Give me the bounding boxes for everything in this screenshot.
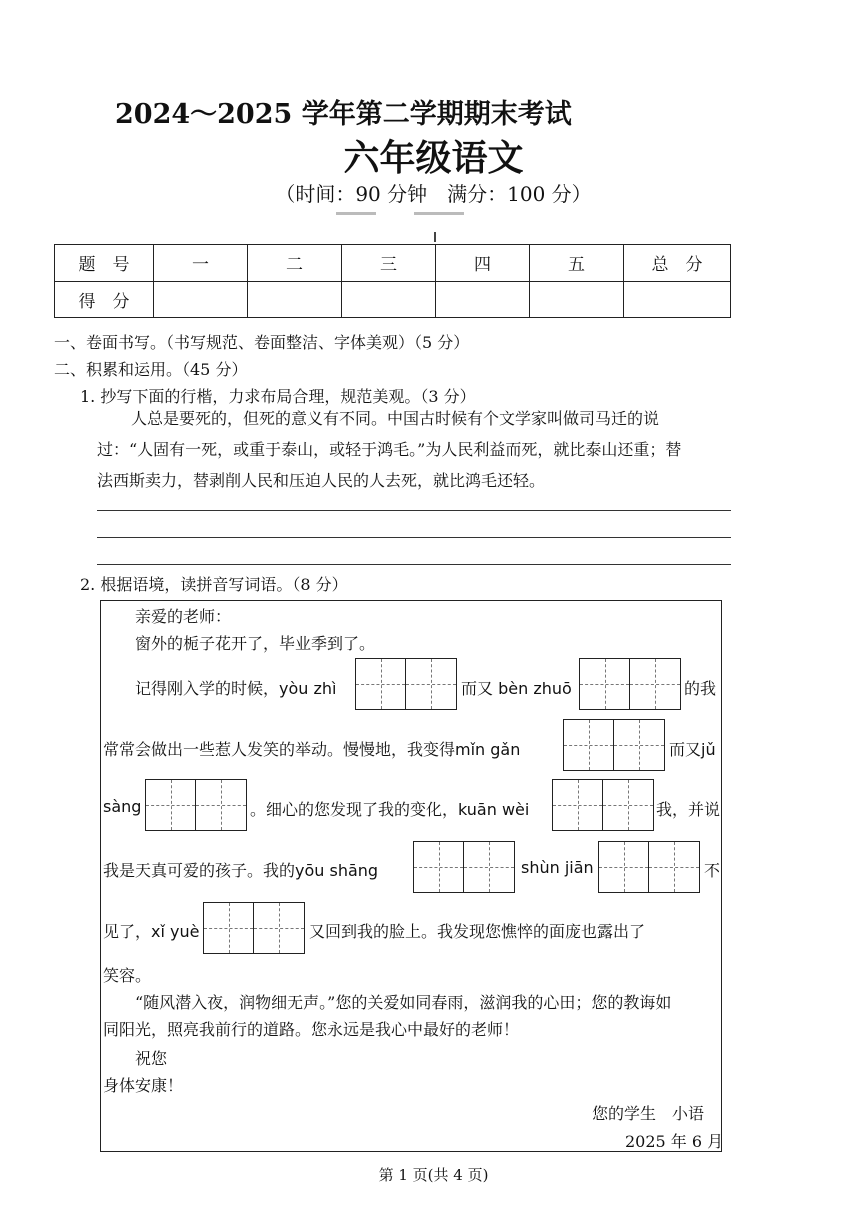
letter-text	[461, 676, 572, 699]
answer-boxes[interactable]	[145, 779, 247, 831]
letter-paragraph: 同阳光，照亮我前行的道路。您永远是我心中最好的老师！	[103, 1020, 520, 1039]
table-cell: 三	[342, 245, 436, 282]
table-cell: 总 分	[624, 245, 731, 282]
tianzige-cell[interactable]	[580, 659, 630, 709]
table-cell: 题 号	[55, 245, 154, 282]
letter-text: 我，并说	[656, 800, 721, 819]
letter-paragraph: “随风潜入夜，润物细无声。”您的关爱如同春雨，滋润我的心田；您的教诲如	[135, 993, 672, 1012]
tianzige-cell[interactable]	[146, 780, 196, 830]
pinyin-label: bèn zhuō	[498, 679, 572, 698]
tianzige-cell[interactable]	[599, 842, 649, 892]
exam-meta: （时间：90 分钟 满分：100 分）	[275, 182, 592, 206]
pinyin-label: jǔ	[701, 740, 716, 759]
letter-text	[669, 737, 716, 760]
tianzige-cell[interactable]	[614, 720, 664, 770]
tianzige-cell[interactable]	[564, 720, 614, 770]
score-input-cell[interactable]	[436, 281, 530, 318]
letter-paragraph: 窗外的栀子花开了，毕业季到了。	[135, 634, 376, 653]
letter-text	[103, 737, 520, 760]
passage-line: 法西斯卖力，替剥削人民和压迫人民的人去死，就比鸿毛还轻。	[97, 471, 546, 490]
text-span: 常常会做出一些惹人发笑的举动。慢慢地，我变得	[103, 740, 456, 759]
answer-boxes[interactable]	[579, 658, 681, 710]
letter-text: 的我	[684, 679, 717, 698]
letter-closing: 祝您	[135, 1049, 168, 1068]
writing-line[interactable]	[97, 564, 731, 565]
letter-text	[135, 676, 336, 699]
answer-boxes[interactable]	[355, 658, 457, 710]
passage-line: 人总是要死的，但死的意义有不同。中国古时候有个文学家叫做司马迁的说	[131, 409, 660, 428]
writing-line[interactable]	[97, 510, 731, 511]
letter-text: 又回到我的脸上。我发现您憔悴的面庞也露出了	[309, 922, 646, 941]
table-cell: 四	[436, 245, 530, 282]
tianzige-cell[interactable]	[196, 780, 246, 830]
text-span: 。细心的您发现了我的变化，	[250, 800, 459, 819]
section-2-heading: 二、积累和运用。（45 分）	[54, 360, 248, 379]
score-input-cell[interactable]	[342, 281, 436, 318]
letter-closing: 身体安康！	[103, 1076, 184, 1095]
tianzige-cell[interactable]	[649, 842, 699, 892]
section-1-heading: 一、卷面书写。（书写规范、卷面整洁、字体美观）（5 分）	[54, 333, 470, 352]
letter-signature: 您的学生 小语	[592, 1104, 705, 1123]
scan-mark	[434, 232, 436, 242]
tianzige-cell[interactable]	[254, 903, 304, 953]
score-table	[54, 244, 731, 318]
score-table-score-row	[55, 281, 731, 318]
answer-boxes[interactable]	[413, 841, 515, 893]
pinyin-label: sàng	[103, 797, 142, 816]
answer-boxes[interactable]	[552, 779, 654, 831]
letter-text: 笑容。	[103, 966, 152, 985]
text-span: 我是天真可爱的孩子。我的	[103, 861, 296, 880]
table-cell: 五	[530, 245, 624, 282]
scan-mark	[336, 212, 376, 215]
letter-date: 2025 年 6 月	[625, 1132, 724, 1151]
tianzige-cell[interactable]	[630, 659, 680, 709]
score-input-cell[interactable]	[154, 281, 248, 318]
table-cell: 得 分	[55, 281, 154, 318]
page-footer: 第 1 页(共 4 页)	[378, 1166, 489, 1184]
letter-salutation: 亲爱的老师：	[135, 607, 232, 626]
tianzige-cell[interactable]	[406, 659, 456, 709]
answer-boxes[interactable]	[563, 719, 665, 771]
table-cell: 二	[248, 245, 342, 282]
tianzige-cell[interactable]	[464, 842, 514, 892]
pinyin-label: mǐn gǎn	[455, 740, 521, 759]
scan-mark	[414, 212, 464, 215]
question-2-prompt: 2. 根据语境，读拼音写词语。（8 分）	[80, 575, 348, 594]
subject-title: 六年级语文	[343, 137, 524, 179]
text-span: 而又	[461, 679, 494, 698]
pinyin-label: xǐ yuè	[151, 922, 200, 941]
tianzige-cell[interactable]	[603, 780, 653, 830]
passage-line: 过：“人固有一死，或重于泰山，或轻于鸿毛。”为人民利益而死，就比泰山还重；替	[97, 440, 682, 459]
score-input-cell[interactable]	[248, 281, 342, 318]
letter-text	[103, 858, 378, 881]
pinyin-label: yōu shāng	[295, 861, 379, 880]
pinyin-label: kuān wèi	[458, 800, 530, 819]
pinyin-label: shùn jiān	[521, 858, 594, 877]
tianzige-cell[interactable]	[204, 903, 254, 953]
writing-line[interactable]	[97, 537, 731, 538]
tianzige-cell[interactable]	[414, 842, 464, 892]
tianzige-cell[interactable]	[553, 780, 603, 830]
exam-title: 2024～2025 学年第二学期期末考试	[115, 99, 572, 130]
text-span: 见了，	[103, 922, 152, 941]
text-span: 而又	[669, 740, 702, 759]
table-cell: 一	[154, 245, 248, 282]
letter-text	[103, 919, 199, 942]
question-1-passage	[97, 403, 737, 496]
score-input-cell[interactable]	[624, 281, 731, 318]
score-input-cell[interactable]	[530, 281, 624, 318]
answer-boxes[interactable]	[203, 902, 305, 954]
score-table-header-row	[55, 245, 731, 282]
text-span: 记得刚入学的时候，	[135, 679, 280, 698]
question-1-prompt: 1. 抄写下面的行楷，力求布局合理，规范美观。（3 分）	[80, 387, 476, 406]
letter-text	[250, 797, 529, 820]
letter-text: 不	[704, 861, 721, 880]
tianzige-cell[interactable]	[356, 659, 406, 709]
pinyin-label: yòu zhì	[279, 679, 337, 698]
answer-boxes[interactable]	[598, 841, 700, 893]
